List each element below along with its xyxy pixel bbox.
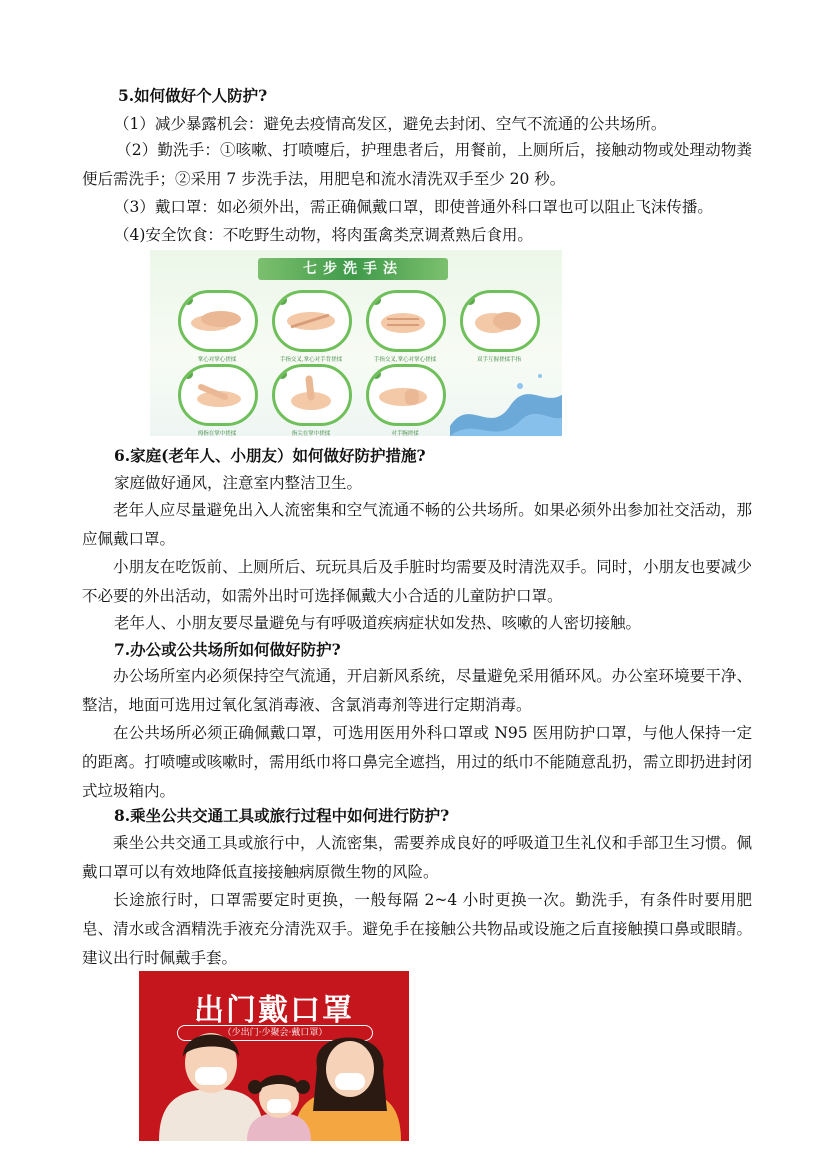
poster-subtitle: （少出门·少聚会·戴口罩） bbox=[177, 1025, 373, 1041]
section7-p2: 在公共场所必须正确佩戴口罩，可选用医用外科口罩或 N95 医用防护口罩，与他人保持一定的距离。打喷嚏或咳嗽时，需用纸巾将口鼻完全遮挡，用过的纸巾不能随意乱扔，需立即扔进封闭式垃圾箱内。 bbox=[82, 724, 752, 800]
section6-p3: 小朋友在吃饭前、上厕所后、玩玩具后及手脏时均需要及时清洗双手。同时，小朋友也要减少不必要的外出活动，如需外出时可选择佩戴大小合适的儿童防护口罩。 bbox=[82, 558, 752, 605]
wash-step-caption: 拇指在掌中搓揉 bbox=[197, 431, 237, 436]
section6-heading: 6.家庭(老年人、小朋友）如何做好防护措施? bbox=[114, 446, 426, 465]
wash-step bbox=[460, 290, 538, 363]
wash-step bbox=[366, 364, 444, 436]
hands-back-rub-icon bbox=[275, 293, 349, 349]
section8-heading: 8.乘坐公共交通工具或旅行过程中如何进行防护? bbox=[114, 806, 450, 825]
section5-item4: （4)安全饮食：不吃野生动物，将肉蛋禽类烹调煮熟后食用。 bbox=[114, 226, 533, 244]
wash-step bbox=[178, 364, 256, 436]
wash-step-caption: 掌心对掌心搓揉 bbox=[197, 357, 237, 363]
wash-step bbox=[178, 290, 256, 363]
wash-step-caption: 手指交叉,掌心对掌心搓揉 bbox=[373, 357, 437, 363]
water-splash-icon bbox=[450, 356, 562, 436]
wash-step bbox=[366, 290, 444, 363]
wash-step bbox=[272, 290, 350, 363]
hands-grip-fingers-icon bbox=[463, 293, 537, 349]
section6-p1: 家庭做好通风，注意室内整洁卫生。 bbox=[114, 474, 363, 492]
wash-step-caption: 双手互握搓揉手指 bbox=[476, 357, 521, 363]
section6-p4: 老年人、小朋友要尽量避免与有呼吸道疾病症状如发热、咳嗽的人密切接触。 bbox=[114, 614, 642, 632]
section8-p2: 长途旅行时，口罩需要定时更换，一般每隔 2~4 小时更换一次。勤洗手，有条件时要用肥皂、清水或含酒精洗手液充分清洗双手。避免手在接触公共物品或设施之后直接触摸口鼻或眼睛。建议出行时佩戴手套。 bbox=[82, 891, 752, 967]
section6-p2: 老年人应尽量避免出入人流密集和空气流通不畅的公共场所。如果必须外出参加社交活动，那应佩戴口罩。 bbox=[82, 501, 752, 548]
wash-step-caption: 手指交叉,掌心对手背搓揉 bbox=[279, 357, 343, 363]
section5-item2: （2）勤洗手：①咳嗽、打喷嚏后，护理患者后，用餐前，上厕所后，接触动物或处理动物粪便后需洗手；②采用 7 步洗手法，用肥皂和流水清洗双手至少 20 秒。 bbox=[82, 141, 752, 188]
wash-step bbox=[272, 364, 350, 436]
handwashing-figure bbox=[150, 250, 562, 436]
hands-wrist-rub-icon bbox=[369, 367, 443, 423]
poster-title: 出门戴口罩 bbox=[194, 993, 354, 1028]
wash-step-caption: 指尖在掌中搓揉 bbox=[291, 431, 331, 436]
section7-p1: 办公场所室内必须保持空气流通，开启新风系统，尽量避免采用循环风。办公室环境要干净、整洁，地面可选用过氧化氢消毒液、含氯消毒剂等进行定期消毒。 bbox=[82, 667, 752, 714]
section8-p1: 乘坐公共交通工具或旅行中，人流密集，需要养成良好的呼吸道卫生礼仪和手部卫生习惯。佩戴口罩可以有效地降低直接接触病原微生物的风险。 bbox=[82, 834, 752, 881]
handwashing-title: 七步洗手法 bbox=[258, 258, 448, 280]
hands-interlace-icon bbox=[369, 293, 443, 349]
wash-step-caption: 对手腕搓揉 bbox=[391, 431, 419, 436]
wear-mask-poster bbox=[139, 971, 409, 1141]
hands-thumb-rub-icon bbox=[181, 367, 255, 423]
hands-fingertip-rub-icon bbox=[275, 367, 349, 423]
section5-item3: （3）戴口罩：如必须外出，需正确佩戴口罩，即使普通外科口罩也可以阻止飞沫传播。 bbox=[114, 198, 713, 216]
hands-palm-to-palm-icon bbox=[181, 293, 255, 349]
family-with-masks-icon bbox=[139, 971, 409, 1141]
section7-heading: 7.办公或公共场所如何做好防护? bbox=[114, 640, 341, 659]
section5-item1: （1）减少暴露机会：避免去疫情高发区，避免去封闭、空气不流通的公共场所。 bbox=[114, 115, 667, 133]
section5-heading: 5.如何做好个人防护? bbox=[118, 86, 268, 105]
